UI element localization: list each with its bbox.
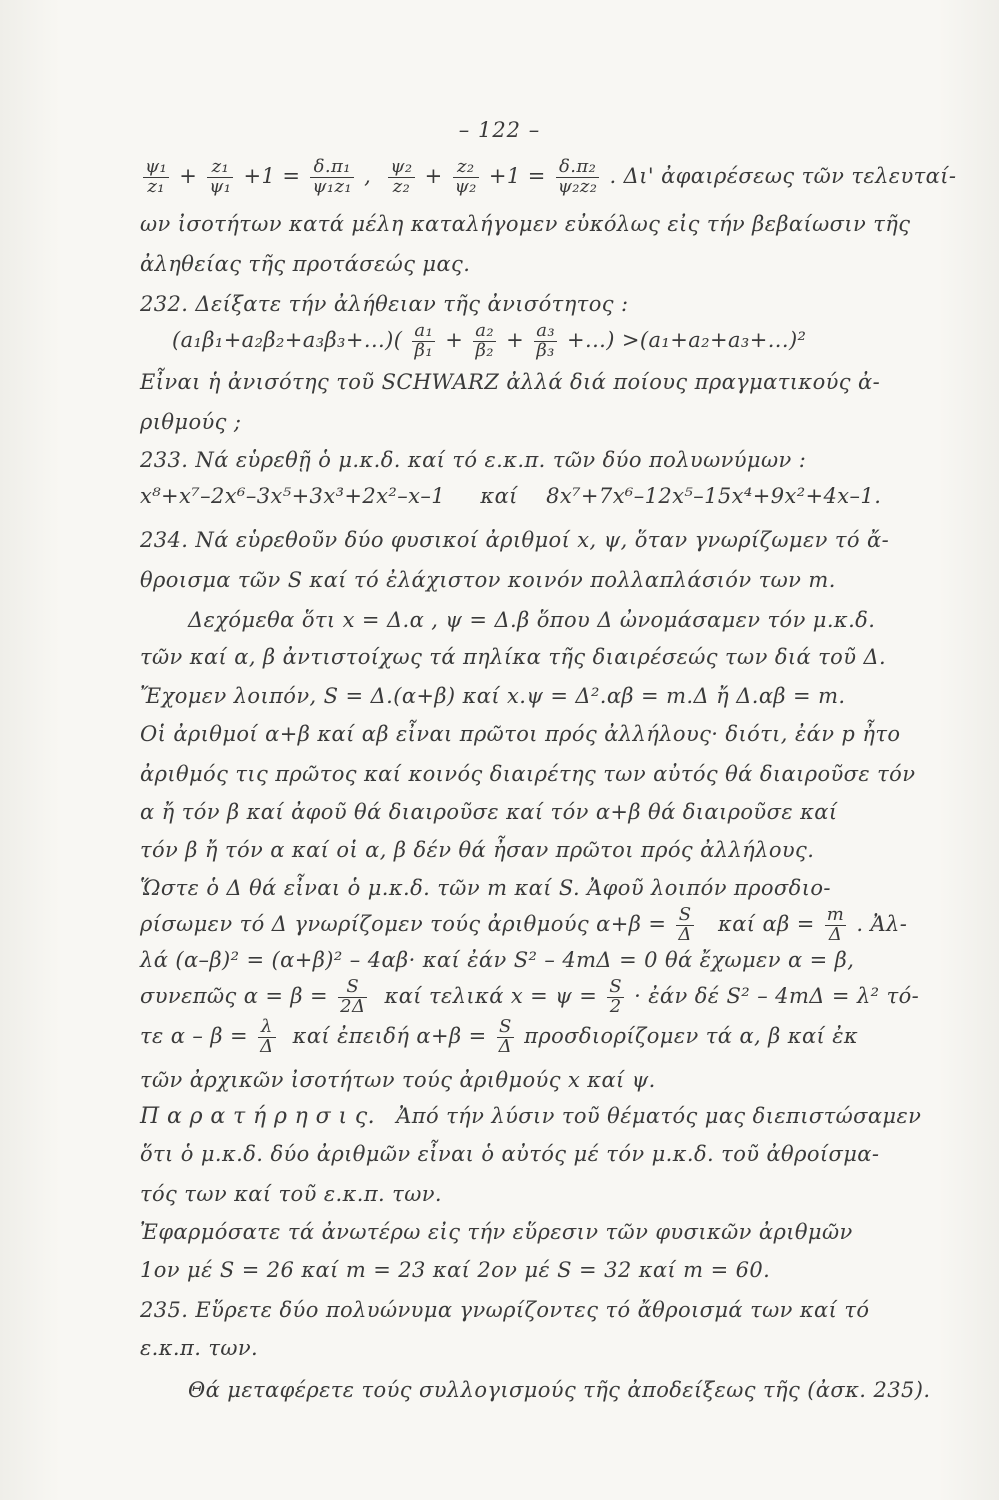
fraction: $\frac{\text{δ.π₂}}{\text{ψ₂z₂}}$ (557, 156, 598, 197)
text-line: Ἔχομεν λοιπόν, S = Δ.(α+β) καί x.ψ = Δ².αβ = m.Δ ἤ Δ.αβ = m. (140, 684, 846, 708)
text-line: Δεχόμεθα ὅτι x = Δ.α , ψ = Δ.β ὅπου Δ ὠνομάσαμεν τόν μ.κ.δ. (188, 608, 876, 632)
identities-line: $\frac{\text{ψ₁}}{\text{z₁}}$ + $\frac{\text{z₁}}{\text{ψ₁}}$ +1 = $\frac{\text{δ.π₁}}{\text{ψ₁z₁}}$ , $\frac{\text{ψ₂}}{\text{z₂}}$ + $\frac{\text{z₂}}{\text{ψ₂}}$ +1 = $\frac{\text{δ.π₂}}{\text{ψ₂z₂}}$ . Δι' ἀφαιρέσεως τῶν τελευταί- (145, 156, 957, 197)
schwarz-inequality: (a₁β₁+a₂β₂+a₃β₃+...)( $\frac{\text{a₁}}{\text{β₁}}$ + $\frac{\text{a₂}}{\text{β₂}}$ + $\frac{\text{a₃}}{\text{β₃}}$ +...) >(a₁+a₂+a₃+...)² (172, 320, 807, 361)
text-line: Θά μεταφέρετε τούς συλλογισμούς τῆς ἀποδείξεως τῆς (ἀσκ. 235). (188, 1378, 931, 1402)
text-line: θροισμα τῶν S καί τό ἐλάχιστον κοινόν πολλαπλάσιόν των m. (140, 568, 836, 592)
text-line: ἀριθμός τις πρῶτος καί κοινός διαιρέτης των αὐτός θά διαιροῦσε τόν (140, 762, 916, 786)
fraction: $\frac{\text{z₂}}{\text{ψ₂}}$ (454, 156, 477, 197)
text-line: ὅτι ὁ μ.κ.δ. δύο ἀριθμῶν εἶναι ὁ αὐτός μέ τόν μ.κ.δ. τοῦ ἀθροίσμα- (140, 1142, 880, 1166)
fraction: $\frac{S}{2\Delta}$ (340, 976, 366, 1017)
page-number: – 122 – (458, 118, 541, 142)
fraction: $\frac{\lambda}{\Delta}$ (260, 1016, 274, 1057)
text-line: Οἱ ἀριθμοί α+β καί αβ εἶναι πρῶτοι πρός ἀλλήλους· διότι, ἐάν p ἦτο (140, 722, 901, 746)
fraction: $\frac{\text{a₂}}{\text{β₂}}$ (475, 320, 495, 361)
text-line: ἀληθείας τῆς προτάσεώς μας. (140, 252, 471, 276)
text-line: Εἶναι ἡ ἀνισότης τοῦ SCHWARZ ἀλλά διά ποίους πραγματικούς ἀ- (140, 370, 881, 394)
text-line: 1ον μέ S = 26 καί m = 23 καί 2ον μέ S = 32 καί m = 60. (140, 1258, 771, 1282)
text-line: Ὥστε ὁ Δ θά εἶναι ὁ μ.κ.δ. τῶν m καί S. Ἀφοῦ λοιπόν προσδιο- (140, 876, 831, 900)
remark-line: Π α ρ α τ ή ρ η σ ι ς. Ἀπό τήν λύσιν τοῦ θέματός μας διεπιστώσαμεν (140, 1104, 922, 1129)
fraction: $\frac{S}{2}$ (609, 976, 623, 1017)
fraction: $\frac{\text{δ.π₁}}{\text{ψ₁z₁}}$ (312, 156, 353, 197)
text-line: ων ἰσοτήτων κατά μέλη καταλήγομεν εὐκόλως εἰς τήν βεβαίωσιν τῆς (140, 212, 911, 236)
exercise-234: 234. Νά εὑρεθοῦν δύο φυσικοί ἀριθμοί x, ψ, ὅταν γνωρίζωμεν τό ἄ- (140, 528, 890, 552)
polynomials-line: x⁸+x⁷–2x⁶–3x⁵+3x³+2x²–x–1 καί 8x⁷+7x⁶–12x⁵–15x⁴+9x²+4x–1. (140, 484, 882, 508)
text: . Δι' ἀφαιρέσεως τῶν τελευταί- (609, 163, 957, 188)
text-line: α ἤ τόν β καί ἀφοῦ θά διαιροῦσε καί τόν α+β θά διαιροῦσε καί (140, 800, 838, 824)
text-line: Ἐφαρμόσατε τά ἀνωτέρω εἰς τήν εὕρεσιν τῶν φυσικῶν ἀριθμῶν (140, 1220, 853, 1244)
fraction: $\frac{S}{\Delta}$ (678, 904, 692, 945)
text-line: ριθμούς ; (140, 410, 242, 434)
exercise-235: 235. Εὕρετε δύο πολυώνυμα γνωρίζοντες τό ἄθροισμά των καί τό (140, 1298, 870, 1322)
exercise-232: 232. Δείξατε τήν ἀλήθειαν τῆς ἀνισότητος : (140, 292, 629, 316)
fraction: $\frac{\text{z₁}}{\text{ψ₁}}$ (209, 156, 232, 197)
text-line: τῶν καί α, β ἀντιστοίχως τά πηλίκα τῆς διαιρέσεώς των διά τοῦ Δ. (140, 645, 887, 669)
fraction: $\frac{S}{\Delta}$ (498, 1016, 513, 1057)
fraction: $\frac{m}{\Delta}$ (826, 904, 845, 945)
fraction: $\frac{\text{ψ₁}}{\text{z₁}}$ (145, 156, 168, 197)
exercise-233: 233. Νά εὑρεθῇ ὁ μ.κ.δ. καί τό ε.κ.π. τῶν δύο πολυωνύμων : (140, 448, 807, 472)
text-line: λά (α–β)² = (α+β)² – 4αβ· καί ἐάν S² – 4mΔ = 0 θά ἔχωμεν α = β, (140, 948, 855, 972)
remark-heading: Π α ρ α τ ή ρ η σ ι ς. (140, 1104, 375, 1129)
text-line: συνεπῶς α = β = $\frac{S}{2\Delta}$ καί τελικά x = ψ = $\frac{S}{2}$ · ἐάν δέ S² – 4mΔ = λ² τό- (140, 976, 920, 1017)
fraction: $\frac{\text{a₃}}{\text{β₃}}$ (536, 320, 555, 361)
fraction: $\frac{\text{a₁}}{\text{β₁}}$ (414, 320, 434, 361)
bleed-through (560, 268, 565, 288)
text-line: ε.κ.π. των. (140, 1336, 259, 1360)
text-line: τόν β ἤ τόν α καί οἱ α, β δέν θά ἦσαν πρῶτοι πρός ἀλλήλους. (140, 838, 815, 862)
text-line: τε α – β = $\frac{\lambda}{\Delta}$ καί ἐπειδή α+β = $\frac{S}{\Delta}$ προσδιορίζομεν τά α, β καί ἐκ (140, 1016, 859, 1057)
text-line: τός των καί τοῦ ε.κ.π. των. (140, 1182, 442, 1206)
text-line: τῶν ἀρχικῶν ἰσοτήτων τούς ἀριθμούς x καί ψ. (140, 1068, 656, 1092)
text-line: ρίσωμεν τό Δ γνωρίζομεν τούς ἀριθμούς α+β = $\frac{S}{\Delta}$ καί αβ = $\frac{m}{\Delta}$ . Ἀλ- (140, 904, 908, 945)
fraction: $\frac{\text{ψ₂}}{\text{z₂}}$ (390, 156, 413, 197)
